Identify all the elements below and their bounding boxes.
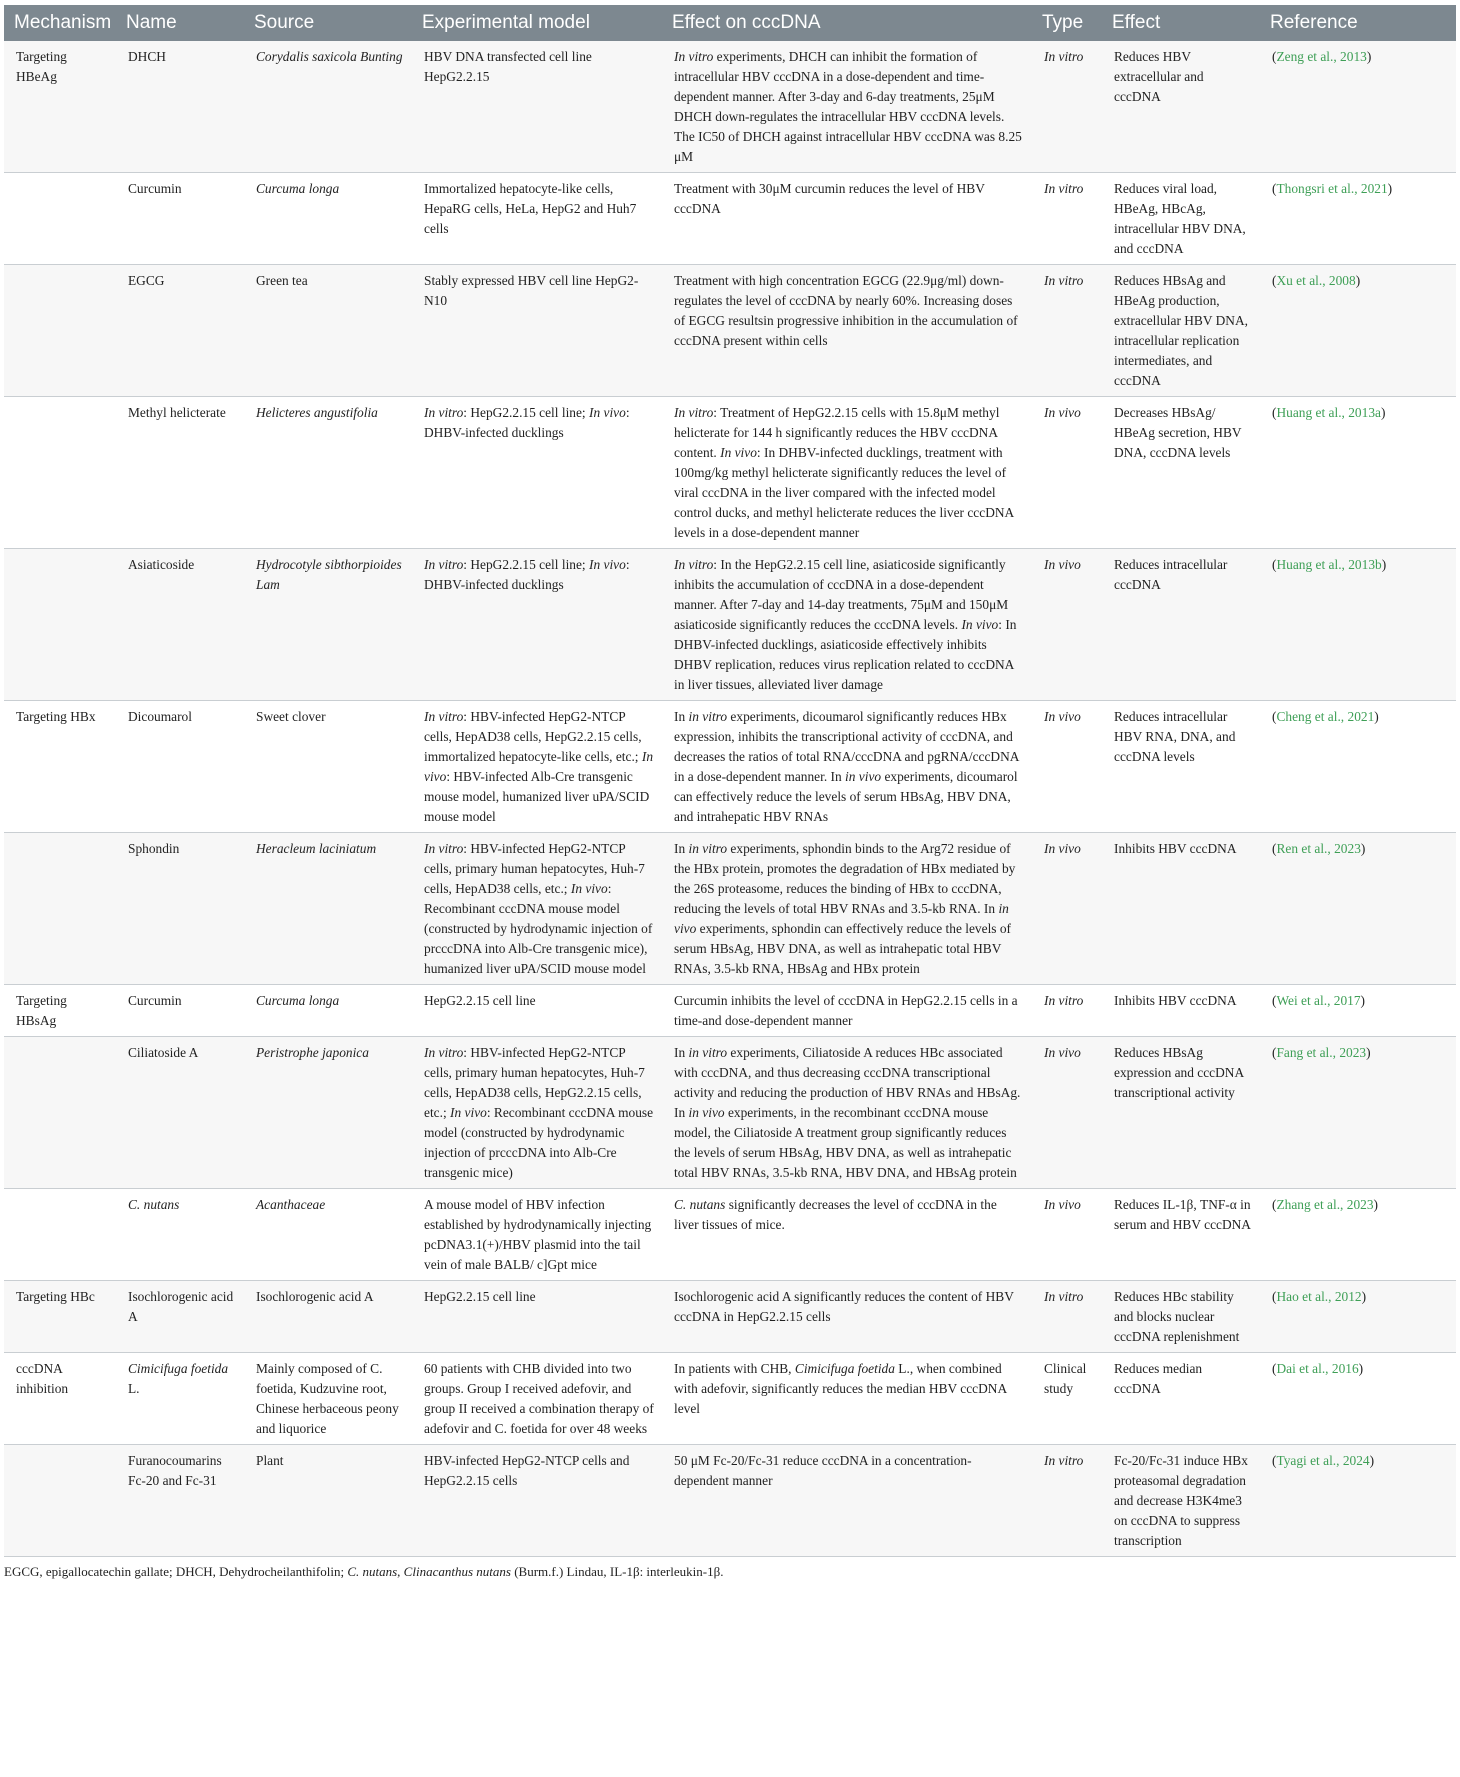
header-row — [4, 5, 1456, 41]
source-cell: Isochlorogenic acid A — [244, 1281, 412, 1353]
reference-cell[interactable]: (Hao et al., 2012) — [1260, 1281, 1456, 1353]
header-effect: Effect — [1102, 5, 1260, 41]
model-cell: In vitro: HBV-infected HepG2-NTCP cells, primary human hepatocytes, Huh-7 cells, HepAD38 cells, HepG2.2.15 cells, etc.; In vivo: Recombinant cccDNA mouse model (constructed by hydrodynamic injection of prcccDNA into Alb-Cre transgenic mice) — [412, 1037, 662, 1189]
table-row — [4, 1189, 1456, 1281]
name-cell: Furanocoumarins Fc-20 and Fc-31 — [116, 1445, 244, 1557]
type-cell: In vivo — [1032, 1037, 1102, 1189]
source-cell: Heracleum laciniatum — [244, 833, 412, 985]
mechanism-cell — [4, 265, 116, 397]
mechanism-cell — [4, 833, 116, 985]
type-cell: In vitro — [1032, 985, 1102, 1037]
source-cell: Corydalis saxicola Bunting — [244, 41, 412, 173]
mechanism-cell — [4, 549, 116, 701]
name-cell: Curcumin — [116, 985, 244, 1037]
header-type: Type — [1032, 5, 1102, 41]
model-cell: HepG2.2.15 cell line — [412, 985, 662, 1037]
effect-on-cccdna-cell: 50 μM Fc-20/Fc-31 reduce cccDNA in a concentration-dependent manner — [662, 1445, 1032, 1557]
table-row — [4, 397, 1456, 549]
model-cell: HepG2.2.15 cell line — [412, 1281, 662, 1353]
source-cell: Curcuma longa — [244, 173, 412, 265]
table-row — [4, 549, 1456, 701]
reference-cell[interactable]: (Dai et al., 2016) — [1260, 1353, 1456, 1445]
name-cell: Asiaticoside — [116, 549, 244, 701]
effect-cell: Reduces IL-1β, TNF-α in serum and HBV cccDNA — [1102, 1189, 1260, 1281]
table-row — [4, 173, 1456, 265]
type-cell: In vitro — [1032, 265, 1102, 397]
table-row — [4, 1281, 1456, 1353]
name-cell: Sphondin — [116, 833, 244, 985]
effect-on-cccdna-cell: In in vitro experiments, sphondin binds to the Arg72 residue of the HBx protein, promotes the degradation of HBx mediated by the 26S proteasome, reduces the binding of HBx to cccDNA, reducing the levels of total HBV RNAs and 3.5-kb RNA. In in vivo experiments, sphondin can effectively reduce the levels of serum HBsAg, HBV DNA, as well as intrahepatic total HBV RNAs, 3.5-kb RNA, HBsAg and HBx protein — [662, 833, 1032, 985]
reference-cell[interactable]: (Ren et al., 2023) — [1260, 833, 1456, 985]
effect-on-cccdna-cell: Treatment with 30μM curcumin reduces the level of HBV cccDNA — [662, 173, 1032, 265]
model-cell: In vitro: HepG2.2.15 cell line; In vivo: DHBV-infected ducklings — [412, 397, 662, 549]
source-cell: Green tea — [244, 265, 412, 397]
name-cell: Curcumin — [116, 173, 244, 265]
effect-on-cccdna-cell: In in vitro experiments, dicoumarol significantly reduces HBx expression, inhibits the transcriptional activity of cccDNA, and decreases the ratios of total RNA/cccDNA and pgRNA/cccDNA in a dose-dependent manner. In in vivo experiments, dicoumarol can effectively reduce the levels of serum HBsAg, HBV DNA, and intrahepatic HBV RNAs — [662, 701, 1032, 833]
data-table — [4, 5, 1456, 1557]
mechanism-cell — [4, 1189, 116, 1281]
effect-cell: Decreases HBsAg/ HBeAg secretion, HBV DNA, cccDNA levels — [1102, 397, 1260, 549]
reference-cell[interactable]: (Cheng et al., 2021) — [1260, 701, 1456, 833]
type-cell: In vivo — [1032, 701, 1102, 833]
reference-cell[interactable]: (Tyagi et al., 2024) — [1260, 1445, 1456, 1557]
name-cell: Isochlorogenic acid A — [116, 1281, 244, 1353]
source-cell: Acanthaceae — [244, 1189, 412, 1281]
model-cell: In vitro: HBV-infected HepG2-NTCP cells, HepAD38 cells, HepG2.2.15 cells, immortalized hepatocyte-like cells, etc.; In vivo: HBV-infected Alb-Cre transgenic mouse model, humanized liver uPA/SCID mouse model — [412, 701, 662, 833]
effect-on-cccdna-cell: Treatment with high concentration EGCG (22.9μg/ml) down-regulates the level of cccDNA by nearly 60%. Increasing doses of EGCG resultsin progressive inhibition in the accumulation of cccDNA present within cells — [662, 265, 1032, 397]
type-cell: In vitro — [1032, 173, 1102, 265]
mechanism-cell — [4, 173, 116, 265]
effect-on-cccdna-cell: In in vitro experiments, Ciliatoside A reduces HBc associated with cccDNA, and thus decreasing cccDNA transcriptional activity and reducing the production of HBV RNAs and HBsAg. In in vivo experiments, in the recombinant cccDNA mouse model, the Ciliatoside A treatment group significantly reduces the levels of serum HBsAg, HBV DNA, as well as intrahepatic total HBV RNAs, 3.5-kb RNA, HBV DNA, and HBsAg protein — [662, 1037, 1032, 1189]
effect-on-cccdna-cell: C. nutans significantly decreases the level of cccDNA in the liver tissues of mice. — [662, 1189, 1032, 1281]
name-cell: Ciliatoside A — [116, 1037, 244, 1189]
header-effect-on-cccdna: Effect on cccDNA — [662, 5, 1032, 41]
header-mechanism: Mechanism — [4, 5, 116, 41]
source-cell: Plant — [244, 1445, 412, 1557]
type-cell: In vitro — [1032, 1445, 1102, 1557]
source-cell: Peristrophe japonica — [244, 1037, 412, 1189]
effect-cell: Reduces HBsAg and HBeAg production, extracellular HBV DNA, intracellular replication intermediates, and cccDNA — [1102, 265, 1260, 397]
effect-cell: Reduces intracellular HBV RNA, DNA, and cccDNA levels — [1102, 701, 1260, 833]
effect-cell: Reduces median cccDNA — [1102, 1353, 1260, 1445]
source-cell: Helicteres angustifolia — [244, 397, 412, 549]
table-footnote: EGCG, epigallocatechin gallate; DHCH, Dehydrocheilanthifolin; C. nutans, Clinacanthus nutans (Burm.f.) Lindau, IL-1β: interleukin-1β. — [4, 1564, 724, 1579]
reference-cell[interactable]: (Thongsri et al., 2021) — [1260, 173, 1456, 265]
effect-on-cccdna-cell: Isochlorogenic acid A significantly reduces the content of HBV cccDNA in HepG2.2.15 cells — [662, 1281, 1032, 1353]
mechanism-cell: Targeting HBx — [4, 701, 116, 833]
model-cell: HBV-infected HepG2-NTCP cells and HepG2.2.15 cells — [412, 1445, 662, 1557]
header-reference: Reference — [1260, 5, 1456, 41]
mechanism-cell — [4, 397, 116, 549]
reference-cell[interactable]: (Huang et al., 2013a) — [1260, 397, 1456, 549]
mechanism-cell: Targeting HBeAg — [4, 41, 116, 173]
source-cell: Curcuma longa — [244, 985, 412, 1037]
effect-on-cccdna-cell: In vitro: In the HepG2.2.15 cell line, asiaticoside significantly inhibits the accumulation of cccDNA in a dose-dependent manner. After 7-day and 14-day treatments, 75μM and 150μM asiaticoside significantly reduces the cccDNA levels. In vivo: In DHBV-infected ducklings, asiaticoside effectively inhibits DHBV replication, reduces virus replication related to cccDNA in liver tissues, alleviated liver damage — [662, 549, 1032, 701]
type-cell: In vivo — [1032, 549, 1102, 701]
table-row — [4, 265, 1456, 397]
name-cell: Cimicifuga foetida L. — [116, 1353, 244, 1445]
reference-cell[interactable]: (Wei et al., 2017) — [1260, 985, 1456, 1037]
mechanism-cell: cccDNA inhibition — [4, 1353, 116, 1445]
effect-cell: Inhibits HBV cccDNA — [1102, 985, 1260, 1037]
type-cell: In vivo — [1032, 833, 1102, 985]
table-row — [4, 41, 1456, 173]
mechanism-cell — [4, 1037, 116, 1189]
name-cell: EGCG — [116, 265, 244, 397]
effect-cell: Reduces HBc stability and blocks nuclear cccDNA replenishment — [1102, 1281, 1260, 1353]
reference-cell[interactable]: (Zeng et al., 2013) — [1260, 41, 1456, 173]
model-cell: Immortalized hepatocyte-like cells, HepaRG cells, HeLa, HepG2 and Huh7 cells — [412, 173, 662, 265]
model-cell: HBV DNA transfected cell line HepG2.2.15 — [412, 41, 662, 173]
table-row — [4, 833, 1456, 985]
type-cell: In vitro — [1032, 41, 1102, 173]
effect-cell: Reduces intracellular cccDNA — [1102, 549, 1260, 701]
effect-cell: Reduces HBV extracellular and cccDNA — [1102, 41, 1260, 173]
reference-cell[interactable]: (Fang et al., 2023) — [1260, 1037, 1456, 1189]
source-cell: Sweet clover — [244, 701, 412, 833]
type-cell: In vitro — [1032, 1281, 1102, 1353]
name-cell: Dicoumarol — [116, 701, 244, 833]
model-cell: 60 patients with CHB divided into two groups. Group I received adefovir, and group II received a combination therapy of adefovir and C. foetida for over 48 weeks — [412, 1353, 662, 1445]
table-page — [4, 5, 1456, 1580]
model-cell: A mouse model of HBV infection established by hydrodynamically injecting pcDNA3.1(+)/HBV plasmid into the tail vein of male BALB/ c]Gpt mice — [412, 1189, 662, 1281]
effect-on-cccdna-cell: In patients with CHB, Cimicifuga foetida L., when combined with adefovir, significantly reduces the median HBV cccDNA level — [662, 1353, 1032, 1445]
type-cell: Clinical study — [1032, 1353, 1102, 1445]
effect-on-cccdna-cell: In vitro experiments, DHCH can inhibit the formation of intracellular HBV cccDNA in a dose-dependent and time-dependent manner. After 3-day and 6-day treatments, 25μM DHCH down-regulates the intracellular HBV cccDNA levels. The IC50 of DHCH against intracellular HBV cccDNA was 8.25 μM — [662, 41, 1032, 173]
type-cell: In vivo — [1032, 397, 1102, 549]
name-cell: DHCH — [116, 41, 244, 173]
source-cell: Hydrocotyle sibthorpioides Lam — [244, 549, 412, 701]
header-name: Name — [116, 5, 244, 41]
table-row — [4, 701, 1456, 833]
reference-cell[interactable]: (Xu et al., 2008) — [1260, 265, 1456, 397]
effect-on-cccdna-cell: In vitro: Treatment of HepG2.2.15 cells with 15.8μM methyl helicterate for 144 h significantly reduces the HBV cccDNA content. In vivo: In DHBV-infected ducklings, treatment with 100mg/kg methyl helicterate significantly reduces the level of viral cccDNA in the liver compared with the infected model control ducks, and methyl helicterate reduces the liver cccDNA levels in a dose-dependent manner — [662, 397, 1032, 549]
model-cell: In vitro: HepG2.2.15 cell line; In vivo: DHBV-infected ducklings — [412, 549, 662, 701]
effect-on-cccdna-cell: Curcumin inhibits the level of cccDNA in HepG2.2.15 cells in a time-and dose-dependent manner — [662, 985, 1032, 1037]
table-row — [4, 1445, 1456, 1557]
effect-cell: Reduces viral load, HBeAg, HBcAg, intracellular HBV DNA, and cccDNA — [1102, 173, 1260, 265]
table-row — [4, 985, 1456, 1037]
effect-cell: Reduces HBsAg expression and cccDNA transcriptional activity — [1102, 1037, 1260, 1189]
source-cell: Mainly composed of C. foetida, Kudzuvine root, Chinese herbaceous peony and liquorice — [244, 1353, 412, 1445]
model-cell: In vitro: HBV-infected HepG2-NTCP cells, primary human hepatocytes, Huh-7 cells, HepAD38 cells, etc.; In vivo: Recombinant cccDNA mouse model (constructed by hydrodynamic injection of prcccDNA into Alb-Cre transgenic mice), humanized liver uPA/SCID mouse model — [412, 833, 662, 985]
effect-cell: Inhibits HBV cccDNA — [1102, 833, 1260, 985]
name-cell: C. nutans — [116, 1189, 244, 1281]
table-row — [4, 1353, 1456, 1445]
mechanism-cell: Targeting HBc — [4, 1281, 116, 1353]
name-cell: Methyl helicterate — [116, 397, 244, 549]
header-source: Source — [244, 5, 412, 41]
type-cell: In vivo — [1032, 1189, 1102, 1281]
reference-cell[interactable]: (Huang et al., 2013b) — [1260, 549, 1456, 701]
header-experimental-model: Experimental model — [412, 5, 662, 41]
mechanism-cell: Targeting HBsAg — [4, 985, 116, 1037]
effect-cell: Fc-20/Fc-31 induce HBx proteasomal degradation and decrease H3K4me3 on cccDNA to suppress transcription — [1102, 1445, 1260, 1557]
mechanism-cell — [4, 1445, 116, 1557]
reference-cell[interactable]: (Zhang et al., 2023) — [1260, 1189, 1456, 1281]
model-cell: Stably expressed HBV cell line HepG2-N10 — [412, 265, 662, 397]
table-row — [4, 1037, 1456, 1189]
